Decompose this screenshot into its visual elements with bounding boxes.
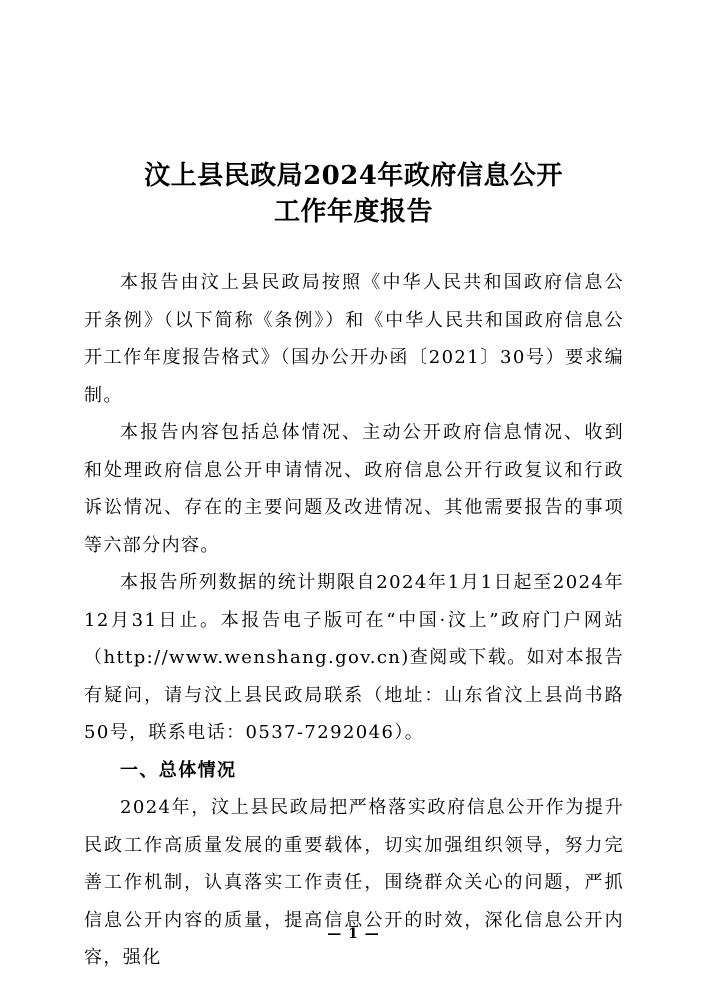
paragraph-overview: 2024年，汶上县民政局把严格落实政府信息公开作为提升民政工作高质量发展的重要载体，切实加强组织领导，努力完善工作机制，认真落实工作责任，围绕群众关心的问题，严抓信息公开内容的质量，提高信息公开的时效，深化信息公开内容，强化 (84, 797, 624, 968)
title-line-2: 工作年度报告 (273, 197, 433, 227)
paragraph-contents: 本报告内容包括总体情况、主动公开政府信息情况、收到和处理政府信息公开申请情况、政府信息公开行政复议和行政诉讼情况、存在的主要问题及改进情况、其他需要报告的事项等六部分内容。 (84, 422, 624, 556)
page-number: — 1 — (327, 926, 380, 942)
title-line-1: 汶上县民政局2024年政府信息公开 (144, 161, 563, 191)
document-title (0, 158, 707, 230)
paragraph-statistics-period: 本报告所列数据的统计期限自2024年1月1日起至2024年12月31日止。本报告电子版可在“中国·汶上”政府门户网站（http://www.wenshang.gov.cn)查阅或下载。如对本报告有疑问，请与汶上县民政局联系（地址：山东省汶上县尚书路50号，联系电话：0537-7292046）。 (84, 572, 624, 743)
document-body (84, 264, 624, 977)
paragraph-intro: 本报告由汶上县民政局按照《中华人民共和国政府信息公开条例》（以下简称《条例》）和《中华人民共和国政府信息公开工作年度报告格式》（国办公开办函〔2021〕30号）要求编制。 (84, 272, 624, 406)
section-heading-overview: 一、总体情况 (120, 759, 237, 781)
